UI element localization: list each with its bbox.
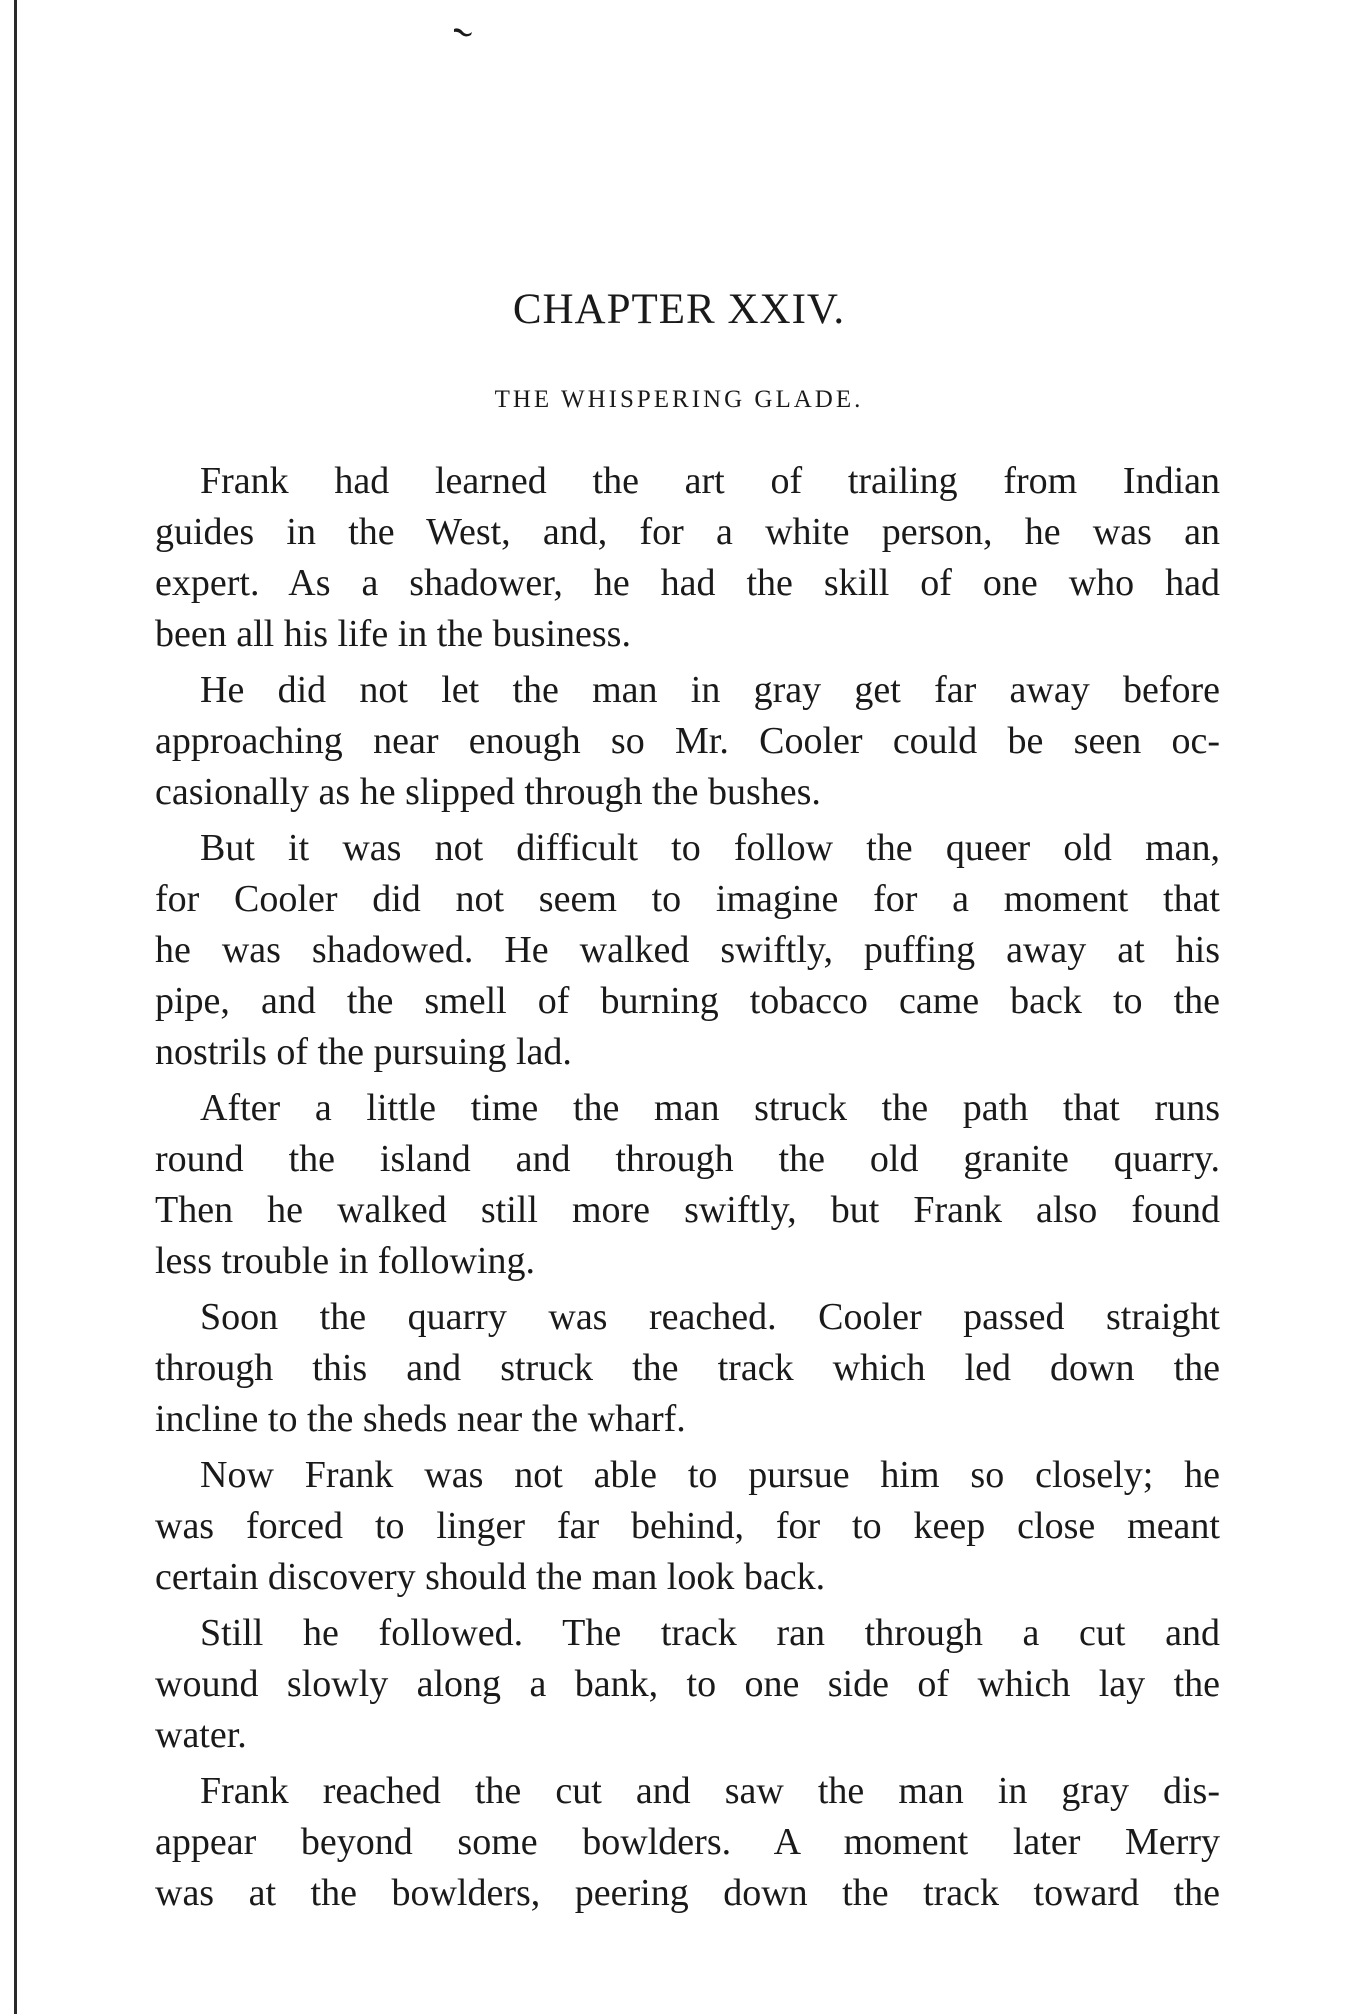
text-line: nostrils of the pursuing lad. [155, 1031, 572, 1073]
paragraph [155, 1608, 1220, 1761]
text-line: Now Frank was not able to pursue him so closely; he [200, 1454, 1220, 1496]
text-line: for Cooler did not seem to imagine for a moment that [155, 878, 1220, 920]
chapter-subtitle: THE WHISPERING GLADE. [494, 386, 864, 413]
text-line: Still he followed. The track ran through a cut and [200, 1612, 1220, 1654]
text-line: Soon the quarry was reached. Cooler passed straight [200, 1296, 1220, 1338]
text-line: After a little time the man struck the path that runs [200, 1087, 1220, 1129]
text-line: He did not let the man in gray get far away before [200, 669, 1220, 711]
text-line: Frank reached the cut and saw the man in gray dis- [200, 1770, 1220, 1812]
text-line: guides in the West, and, for a white person, he was an [155, 511, 1220, 553]
paragraph [155, 665, 1220, 818]
text-line: pipe, and the smell of burning tobacco came back to the [155, 980, 1220, 1022]
text-line: casionally as he slipped through the bushes. [155, 771, 821, 813]
text-line: approaching near enough so Mr. Cooler could be seen oc- [155, 720, 1220, 762]
text-line: appear beyond some bowlders. A moment later Merry [155, 1821, 1220, 1863]
text-line: round the island and through the old granite quarry. [155, 1138, 1220, 1180]
paragraph [155, 1083, 1220, 1287]
text-line: expert. As a shadower, he had the skill of one who had [155, 562, 1220, 604]
text-line: water. [155, 1714, 247, 1756]
text-line: less trouble in following. [155, 1240, 535, 1282]
text-line: wound slowly along a bank, to one side of which lay the [155, 1663, 1220, 1705]
body-text [155, 456, 1220, 1924]
ink-mark [453, 26, 473, 38]
text-line: certain discovery should the man look back. [155, 1556, 826, 1598]
paragraph [155, 1766, 1220, 1919]
paragraph [155, 1292, 1220, 1445]
text-line: incline to the sheds near the wharf. [155, 1398, 686, 1440]
text-line: he was shadowed. He walked swiftly, puffing away at his [155, 929, 1220, 971]
paragraph [155, 456, 1220, 660]
paragraph [155, 1450, 1220, 1603]
text-line: But it was not difficult to follow the queer old man, [200, 827, 1220, 869]
text-line: Frank had learned the art of trailing from Indian [200, 460, 1220, 502]
paragraph [155, 823, 1220, 1078]
chapter-title: CHAPTER XXIV. [512, 286, 846, 333]
text-line: been all his life in the business. [155, 613, 631, 655]
text-line: was at the bowlders, peering down the track toward the [155, 1872, 1220, 1914]
text-line: was forced to linger far behind, for to keep close meant [155, 1505, 1220, 1547]
text-line: through this and struck the track which led down the [155, 1347, 1220, 1389]
text-line: Then he walked still more swiftly, but Frank also found [155, 1189, 1220, 1231]
